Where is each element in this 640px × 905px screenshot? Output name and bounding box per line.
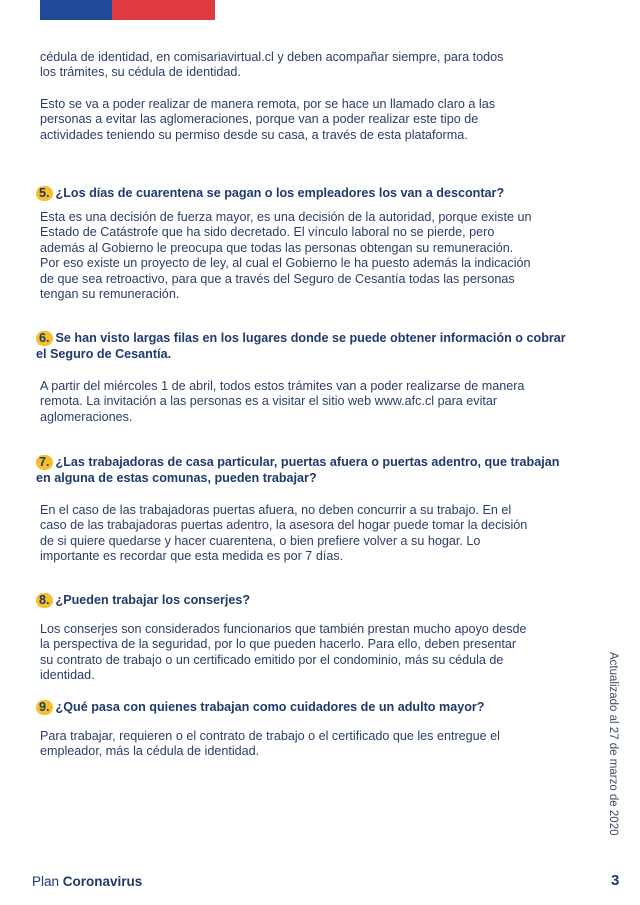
- paragraph-remote: Esto se va a poder realizar de manera remota, por se hace un llamado claro a las personas a evitar las aglomeraciones, porque van a poder realizar este tipo de actividades teniendo su permiso desde su casa, a través de esta plataforma.: [40, 97, 496, 142]
- question-number-badge: 5.: [36, 186, 53, 201]
- question-number-badge: 9.: [36, 700, 53, 715]
- flag-red-segment: [112, 0, 215, 20]
- flag-stripe: [40, 0, 215, 20]
- question-8-text: ¿Pueden trabajar los conserjes?: [55, 593, 251, 607]
- question-number-badge: 8.: [36, 593, 53, 608]
- footer-brand-plain: Plan: [32, 874, 63, 889]
- answer-8: Los conserjes son considerados funcionarios que también prestan mucho apoyo desde la perspectiva de la seguridad, por lo que pueden hacerlo. Para ello, deben presentar su contrato de trabajo o un certificado emitido por el condominio, más su cédula de identidad.: [40, 622, 527, 683]
- question-6: [36, 331, 576, 362]
- footer-brand: [32, 874, 142, 889]
- page-number: 3: [611, 872, 620, 889]
- answer-6: A partir del miércoles 1 de abril, todos estos trámites van a poder realizarse de manera remota. La invitación a las personas es a visitar el sitio web www.afc.cl para evitar aglomeraciones.: [40, 379, 525, 424]
- question-number-badge: 7.: [36, 455, 53, 470]
- footer-brand-bold: Coronavirus: [62, 874, 143, 889]
- question-9: [36, 700, 576, 716]
- paragraph-continuation: cédula de identidad, en comisariavirtual.cl y deben acompañar siempre, para todos los trámites, su cédula de identidad.: [40, 50, 504, 80]
- question-5: [36, 186, 576, 202]
- question-7-text: ¿Las trabajadoras de casa particular, puertas afuera o puertas adentro, que trabajan en alguna de estas comunas, pueden trabajar?: [36, 455, 560, 485]
- flag-blue-segment: [40, 0, 112, 20]
- question-6-text: Se han visto largas filas en los lugares donde se puede obtener información o cobrar el Seguro de Cesantía.: [36, 331, 566, 361]
- answer-7: En el caso de las trabajadoras puertas afuera, no deben concurrir a su trabajo. En el caso de las trabajadoras puertas adentro, la asesora del hogar puede tomar la decisión de si quiere quedarse y hacer cuarentena, o bien prefiere volver a su hogar. Lo importante es recordar que esta medida es por 7 días.: [40, 503, 528, 564]
- update-date-note: [606, 652, 620, 836]
- question-5-text: ¿Los días de cuarentena se pagan o los empleadores los van a descontar?: [55, 186, 505, 200]
- question-8: [36, 593, 576, 609]
- update-date-text: Actualizado al 27 de marzo de 2020: [607, 652, 619, 836]
- question-number-badge: 6.: [36, 331, 53, 346]
- answer-5: Esta es una decisión de fuerza mayor, es una decisión de la autoridad, porque existe un Estado de Catástrofe que ha sido decretado. El vínculo laboral no se pierde, pero además al Gobierno le preocupa que todas las personas obtengan su remuneración. Por eso existe un proyecto de ley, al cual el Gobierno le ha puesto además la indicación de que sea retroactivo, para que a través del Seguro de Cesantía todas las personas tengan su remuneración.: [40, 210, 532, 302]
- question-7: [36, 455, 576, 486]
- question-9-text: ¿Qué pasa con quienes trabajan como cuidadores de un adulto mayor?: [55, 700, 485, 714]
- answer-9: Para trabajar, requieren o el contrato de trabajo o el certificado que les entregue el empleador, más la cédula de identidad.: [40, 729, 500, 759]
